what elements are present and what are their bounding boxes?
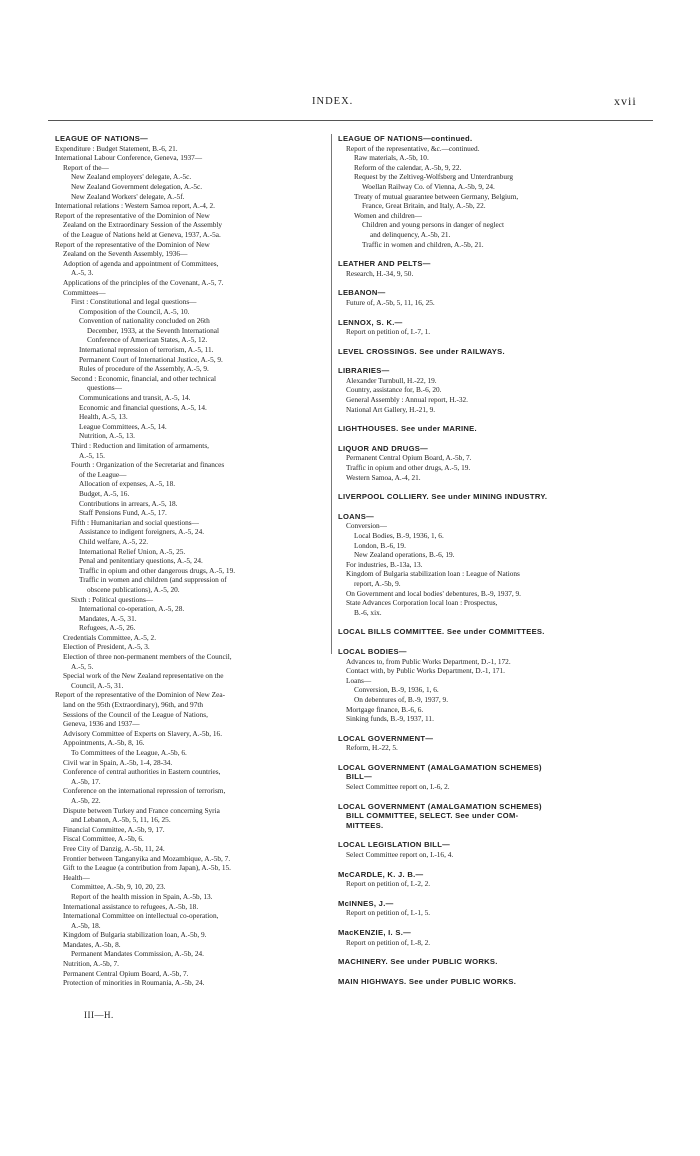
- index-entry: Geneva, 1936 and 1937—: [63, 719, 140, 729]
- index-entry: and Lebanon, A.-5b, 5, 11, 16, 25.: [71, 815, 171, 825]
- index-heading: McINNES, J.—: [338, 898, 394, 908]
- right-column: [338, 134, 610, 986]
- column-divider: [331, 134, 332, 654]
- index-entry: Kingdom of Bulgaria stabilization loan : League of Nations: [346, 569, 520, 579]
- index-entry: Refugees, A.-5, 26.: [79, 623, 136, 633]
- index-heading: MITTEES.: [346, 820, 384, 830]
- index-entry: New Zealand Government delegation, A.-5c.: [71, 181, 203, 191]
- index-entry: Frontier between Tanganyika and Mozambique, A.-5b, 7.: [63, 853, 231, 863]
- index-heading: LEAGUE OF NATIONS—continued.: [338, 134, 473, 143]
- index-entry: Woellan Railway Co. of Vienna, A.-5b, 9, 24.: [362, 181, 495, 191]
- index-entry: A.-5, 15.: [79, 450, 105, 460]
- index-entry: Council, A.-5, 31.: [71, 680, 124, 690]
- index-heading: BILL COMMITTEE, SELECT. See under COM-: [346, 811, 519, 821]
- index-entry: New Zealand Workers' delegate, A.-5f.: [71, 191, 185, 201]
- page-footer: III—H.: [84, 1010, 114, 1020]
- index-entry: Sixth : Political questions—: [71, 594, 154, 604]
- index-entry: Traffic in women and children (and suppression of: [79, 575, 227, 585]
- index-entry: Conference of American States, A.-5, 12.: [87, 335, 208, 345]
- index-entry: of the League of Nations held at Geneva, 1937, A.-5a.: [63, 229, 221, 239]
- index-entry: A.-5, 5.: [71, 661, 94, 671]
- index-heading: McCARDLE, K. J. B.—: [338, 869, 424, 879]
- index-entry: obscene publications), A.-5, 20.: [87, 584, 180, 594]
- index-entry: Report of the representative, &c.—continued.: [346, 143, 480, 153]
- index-heading: LOCAL GOVERNMENT (AMALGAMATION SCHEMES): [338, 801, 542, 811]
- index-entry: Permanent Court of International Justice, A.-5, 9.: [79, 354, 223, 364]
- index-entry: Appointments, A.-5b, 8, 16.: [63, 738, 145, 748]
- index-entry: Health, A.-5, 13.: [79, 412, 128, 422]
- index-entry: Contact with, by Public Works Department, D.-1, 171.: [346, 666, 505, 676]
- index-entry: Select Committee report on, I.-6, 2.: [346, 782, 450, 792]
- index-entry: Advances to, from Public Works Department, D.-1, 172.: [346, 656, 511, 666]
- index-entry: Traffic in opium and other dangerous drugs, A.-5, 19.: [79, 565, 236, 575]
- index-entry: Kingdom of Bulgaria stabilization loan, A.-5b, 9.: [63, 930, 207, 940]
- index-entry: Zealand on the Extraordinary Session of the Assembly: [63, 220, 223, 230]
- index-entry: New Zealand operations, B.-6, 19.: [354, 550, 455, 560]
- index-entry: Reform of the calendar, A.-5b, 9, 22.: [354, 162, 462, 172]
- index-entry: Report of the—: [63, 162, 109, 172]
- index-entry: International repression of terrorism, A.-5, 11.: [79, 345, 214, 355]
- index-heading: LOCAL LEGISLATION BILL—: [338, 840, 451, 850]
- index-entry: Mortgage finance, B.-6, 6.: [346, 704, 424, 714]
- index-entry: Civil war in Spain, A.-5b, 1-4, 28-34.: [63, 757, 173, 767]
- index-entry: Local Bodies, B.-9, 1936, 1, 6.: [354, 531, 444, 540]
- index-entry: Report on petition of, I.-1, 5.: [346, 908, 431, 918]
- index-entry: Allocation of expenses, A.-5, 18.: [79, 479, 176, 489]
- index-entry: League Committees, A.-5, 14.: [79, 421, 167, 431]
- index-entry: Permanent Central Opium Board, A.-5b, 7.: [346, 453, 472, 463]
- index-entry: Election of President, A.-5, 3.: [63, 642, 150, 652]
- index-entry: Treaty of mutual guarantee between Germany, Belgium,: [354, 191, 519, 201]
- index-entry: A.-5b, 17.: [71, 776, 101, 786]
- index-heading: LIGHTHOUSES. See under MARINE.: [338, 424, 477, 434]
- index-entry: Advisory Committee of Experts on Slavery, A.-5b, 16.: [63, 728, 223, 738]
- index-entry: First : Constitutional and legal questions—: [71, 297, 197, 307]
- index-entry: Adoption of agenda and appointment of Committees,: [63, 258, 219, 268]
- index-entry: Women and children—: [354, 210, 422, 220]
- index-heading: LENNOX, S. K.—: [338, 317, 403, 327]
- index-entry: Sinking funds, B.-9, 1937, 11.: [346, 714, 434, 724]
- index-heading: LIVERPOOL COLLIERY. See under MINING INDUSTRY.: [338, 492, 548, 502]
- index-entry: Report of the representative of the Dominion of New: [55, 210, 210, 220]
- page-title: INDEX.: [312, 96, 354, 107]
- index-heading: LOCAL BILLS COMMITTEE. See under COMMITTEES.: [338, 627, 545, 637]
- page-number: xvii: [614, 94, 637, 108]
- index-heading: MAIN HIGHWAYS. See under PUBLIC WORKS.: [338, 976, 517, 986]
- index-entry: Research, H.-34, 9, 50.: [346, 268, 414, 278]
- index-entry: International co-operation, A.-5, 28.: [79, 604, 185, 614]
- index-entry: Composition of the Council, A.-5, 10.: [79, 306, 190, 316]
- index-entry: Permanent Central Opium Board, A.-5b, 7.: [63, 968, 189, 978]
- index-entry: Penal and penitentiary questions, A.-5, 24.: [79, 556, 203, 566]
- index-entry: of the League—: [79, 469, 127, 479]
- index-entry: Mandates, A.-5, 31.: [79, 613, 137, 623]
- index-entry: Budget, A.-5, 16.: [79, 488, 130, 498]
- index-entry: Sessions of the Council of the League of Nations,: [63, 709, 208, 719]
- index-entry: Traffic in women and children, A.-5b, 21.: [362, 239, 484, 249]
- index-entry: Contributions in arrears, A.-5, 18.: [79, 498, 178, 508]
- index-entry: Gift to the League (a contribution from Japan), A.-5b, 15.: [63, 863, 231, 873]
- index-entry: New Zealand employers' delegate, A.-5c.: [71, 172, 192, 182]
- index-heading: LOANS—: [338, 511, 374, 521]
- index-entry: London, B.-6, 19.: [354, 540, 406, 550]
- index-entry: Protection of minorities in Roumania, A.-5b, 24.: [63, 978, 205, 988]
- index-heading: LOCAL GOVERNMENT—: [338, 733, 434, 743]
- index-entry: Committee, A.-5b, 9, 10, 20, 23.: [71, 882, 166, 892]
- index-entry: Conference of central authorities in Eastern countries,: [63, 767, 221, 777]
- index-entry: Financial Committee, A.-5b, 9, 17.: [63, 824, 165, 834]
- index-entry: France, Great Britain, and Italy, A.-5b, 22.: [362, 201, 486, 211]
- index-heading: LEATHER AND PELTS—: [338, 259, 431, 269]
- index-heading: MACHINERY. See under PUBLIC WORKS.: [338, 957, 498, 967]
- index-entry: Special work of the New Zealand representative on the: [63, 671, 224, 681]
- index-entry: Applications of the principles of the Covenant, A.-5, 7.: [63, 277, 224, 287]
- index-entry: and delinquency, A.-5b, 21.: [370, 229, 451, 239]
- index-entry: Fourth : Organization of the Secretariat and finances: [71, 460, 225, 470]
- index-entry: On debentures of, B.-9, 1937, 9.: [354, 694, 449, 704]
- index-entry: For industries, B.-13a, 13.: [346, 559, 423, 569]
- index-entry: Expenditure : Budget Statement, B.-6, 21.: [55, 143, 178, 153]
- page-header: [0, 96, 700, 116]
- index-entry: Permanent Mandates Commission, A.-5b, 24.: [71, 949, 204, 959]
- index-entry: Conversion—: [346, 521, 387, 531]
- index-entry: Report on petition of, I.-7, 1.: [346, 327, 431, 337]
- index-entry: Election of three non-permanent members of the Council,: [63, 652, 232, 662]
- index-entry: Report of the representative of the Dominion of New Zea-: [55, 690, 225, 700]
- index-entry: International Committee on intellectual co-operation,: [63, 911, 219, 921]
- index-heading: BILL—: [346, 772, 372, 782]
- index-entry: International Relief Union, A.-5, 25.: [79, 546, 186, 556]
- index-entry: Dispute between Turkey and France concerning Syria: [63, 805, 220, 815]
- index-entry: Mandates, A.-5b, 8.: [63, 939, 121, 949]
- index-entry: Report on petition of, I.-8, 2.: [346, 937, 431, 947]
- index-entry: A.-5b, 22.: [71, 795, 101, 805]
- index-entry: Assistance to indigent foreigners, A.-5, 24.: [79, 527, 205, 537]
- index-entry: Credentials Committee, A.-5, 2.: [63, 632, 157, 642]
- index-entry: To Committees of the League, A.-5b, 6.: [71, 748, 187, 757]
- index-entry: Request by the Zeltiveg-Wolfsberg and Unterdranburg: [354, 172, 514, 182]
- index-entry: questions—: [87, 383, 122, 393]
- index-entry: B.-6, xix.: [354, 607, 382, 617]
- left-column: [55, 134, 330, 988]
- index-entry: Child welfare, A.-5, 22.: [79, 536, 149, 546]
- index-entry: Select Committee report on, I.-16, 4.: [346, 850, 454, 860]
- index-entry: Western Samoa, A.-4, 21.: [346, 472, 421, 482]
- index-entry: A.-5, 3.: [71, 268, 94, 278]
- index-entry: National Art Gallery, H.-21, 9.: [346, 404, 436, 414]
- index-heading: LEVEL CROSSINGS. See under RAILWAYS.: [338, 346, 505, 356]
- index-heading: LEAGUE OF NATIONS—: [55, 134, 149, 143]
- index-entry: Rules of procedure of the Assembly, A.-5, 9.: [79, 364, 209, 374]
- index-heading: MacKENZIE, I. S.—: [338, 928, 412, 937]
- index-entry: Reform, H.-22, 5.: [346, 743, 398, 753]
- index-heading: LOCAL BODIES—: [338, 646, 407, 656]
- index-entry: Future of, A.-5b, 5, 11, 16, 25.: [346, 297, 435, 307]
- index-entry: Report of the health mission in Spain, A.-5b, 13.: [71, 891, 213, 901]
- index-entry: Country, assistance for, B.-6, 20.: [346, 385, 442, 395]
- index-entry: A.-5b, 18.: [71, 920, 101, 930]
- index-heading: LIQUOR AND DRUGS—: [338, 443, 429, 453]
- index-heading: LIBRARIES—: [338, 366, 390, 376]
- index-entry: Staff Pensions Fund, A.-5, 17.: [79, 508, 167, 518]
- index-entry: Children and young persons in danger of neglect: [362, 220, 505, 230]
- index-entry: Convention of nationality concluded on 26th: [79, 316, 210, 326]
- index-entry: report, A.-5b, 9.: [354, 578, 401, 588]
- index-entry: Communications and transit, A.-5, 14.: [79, 393, 191, 403]
- index-entry: December, 1933, at the Seventh International: [87, 325, 220, 335]
- index-entry: Alexander Turnbull, H.-22, 19.: [346, 375, 437, 385]
- index-entry: Fifth : Humanitarian and social questions—: [71, 517, 199, 527]
- index-entry: Conference on the international repression of terrorism,: [63, 786, 226, 796]
- index-entry: Committees—: [63, 287, 106, 297]
- index-entry: General Assembly : Annual report, H.-32.: [346, 395, 468, 405]
- index-entry: Zealand on the Seventh Assembly, 1936—: [63, 249, 188, 259]
- index-entry: On Government and local bodies' debentures, B.-9, 1937, 9.: [346, 588, 521, 598]
- index-entry: International relations : Western Samoa report, A.-4, 2.: [55, 201, 215, 211]
- index-entry: Nutrition, A.-5b, 7.: [63, 959, 119, 969]
- index-entry: Fiscal Committee, A.-5b, 6.: [63, 834, 144, 844]
- index-entry: Raw materials, A.-5b, 10.: [354, 153, 429, 163]
- index-entry: Report on petition of, I.-2, 2.: [346, 879, 431, 889]
- index-entry: land on the 95th (Extraordinary), 96th, and 97th: [63, 700, 204, 710]
- index-entry: Economic and financial questions, A.-5, 14.: [79, 402, 207, 412]
- index-entry: Report of the representative of the Dominion of New: [55, 239, 210, 249]
- index-entry: Health—: [63, 872, 90, 882]
- index-heading: LEBANON—: [338, 288, 386, 298]
- index-entry: Traffic in opium and other drugs, A.-5, 19.: [346, 463, 471, 473]
- index-entry: Second : Economic, financial, and other technical: [71, 373, 217, 383]
- index-entry: International Labour Conference, Geneva, 1937—: [55, 153, 203, 163]
- index-entry: Third : Reduction and limitation of armaments,: [71, 441, 210, 450]
- header-rule: [48, 120, 653, 121]
- index-entry: Loans—: [346, 675, 372, 685]
- index-heading: LOCAL GOVERNMENT (AMALGAMATION SCHEMES): [338, 762, 542, 772]
- index-entry: Nutrition, A.-5, 13.: [79, 431, 135, 441]
- index-entry: Free City of Danzig, A.-5b, 11, 24.: [63, 843, 165, 853]
- index-entry: State Advances Corporation local loan : Prospectus,: [346, 598, 498, 608]
- index-entry: Conversion, B.-9, 1936, 1, 6.: [354, 685, 439, 695]
- index-entry: International assistance to refugees, A.-5b, 18.: [63, 901, 199, 911]
